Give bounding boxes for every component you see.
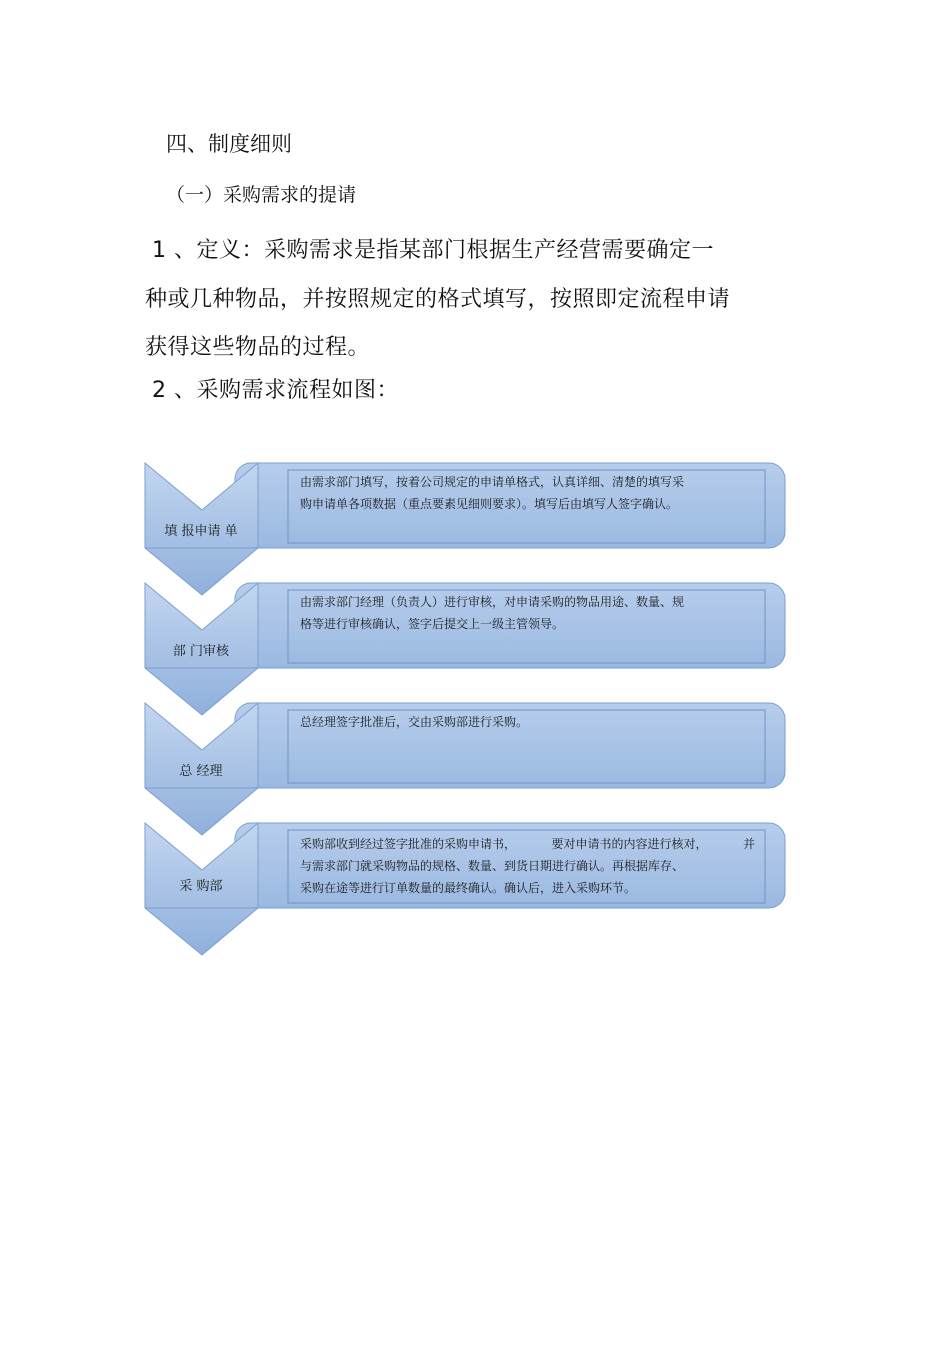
step-2-desc-line: 由需求部门经理（负责人）进行审核，对申请采购的物品用途、数量、规 — [300, 595, 685, 609]
definition-line-2: 种或几种物品，并按照规定的格式填写，按照即定流程申请 — [145, 287, 731, 312]
step-1-label: 填 报申请 单 — [164, 524, 238, 539]
step-2-description — [300, 591, 684, 635]
step-1-description — [300, 471, 684, 515]
step-2-label: 部 门审核 — [172, 644, 230, 659]
step-2-desc-line: 格等进行审核确认，签字后提交上一级主管领导。 — [300, 617, 565, 631]
definition-line-1: 1 、定义：采购需求是指某部门根据生产经营需要确定一 — [152, 238, 714, 263]
definition-line-3: 获得这些物品的过程。 — [145, 335, 371, 360]
step-3-desc-line: 总经理签字批准后，交由采购部进行采购。 — [300, 715, 529, 729]
step-4-desc-line: 与需求部门就采购物品的规格、数量、到货日期进行确认。再根据库存、 — [300, 859, 685, 873]
step-1-desc-line: 由需求部门填写，按着公司规定的申请单格式，认真详细、清楚的填写采 — [300, 475, 685, 489]
step-4-label: 采 购部 — [179, 879, 223, 894]
flow-intro: 2 、采购需求流程如图： — [152, 378, 399, 403]
step-3-description — [300, 711, 528, 733]
step-1-desc-line: 购申请单各项数据（重点要素见细则要求）。填写后由填写人签字确认。 — [300, 497, 679, 511]
step-4-desc-part: 要对申请书的内容进行核对， — [551, 837, 708, 851]
step-4-desc-part: 采购部收到经过签字批准的采购申请书， — [300, 837, 517, 851]
step-4-desc-part: 并 — [742, 837, 755, 851]
subsection-heading: （一）采购需求的提请 — [166, 184, 357, 206]
step-4-description — [300, 833, 755, 899]
step-4-desc-line: 采购在途等进行订单数量的最终确认。确认后，进入采购环节。 — [300, 881, 637, 895]
section-heading: 四、制度细则 — [166, 132, 292, 156]
step-4-desc-first-line — [300, 833, 755, 855]
step-3-label: 总 经理 — [179, 764, 223, 779]
